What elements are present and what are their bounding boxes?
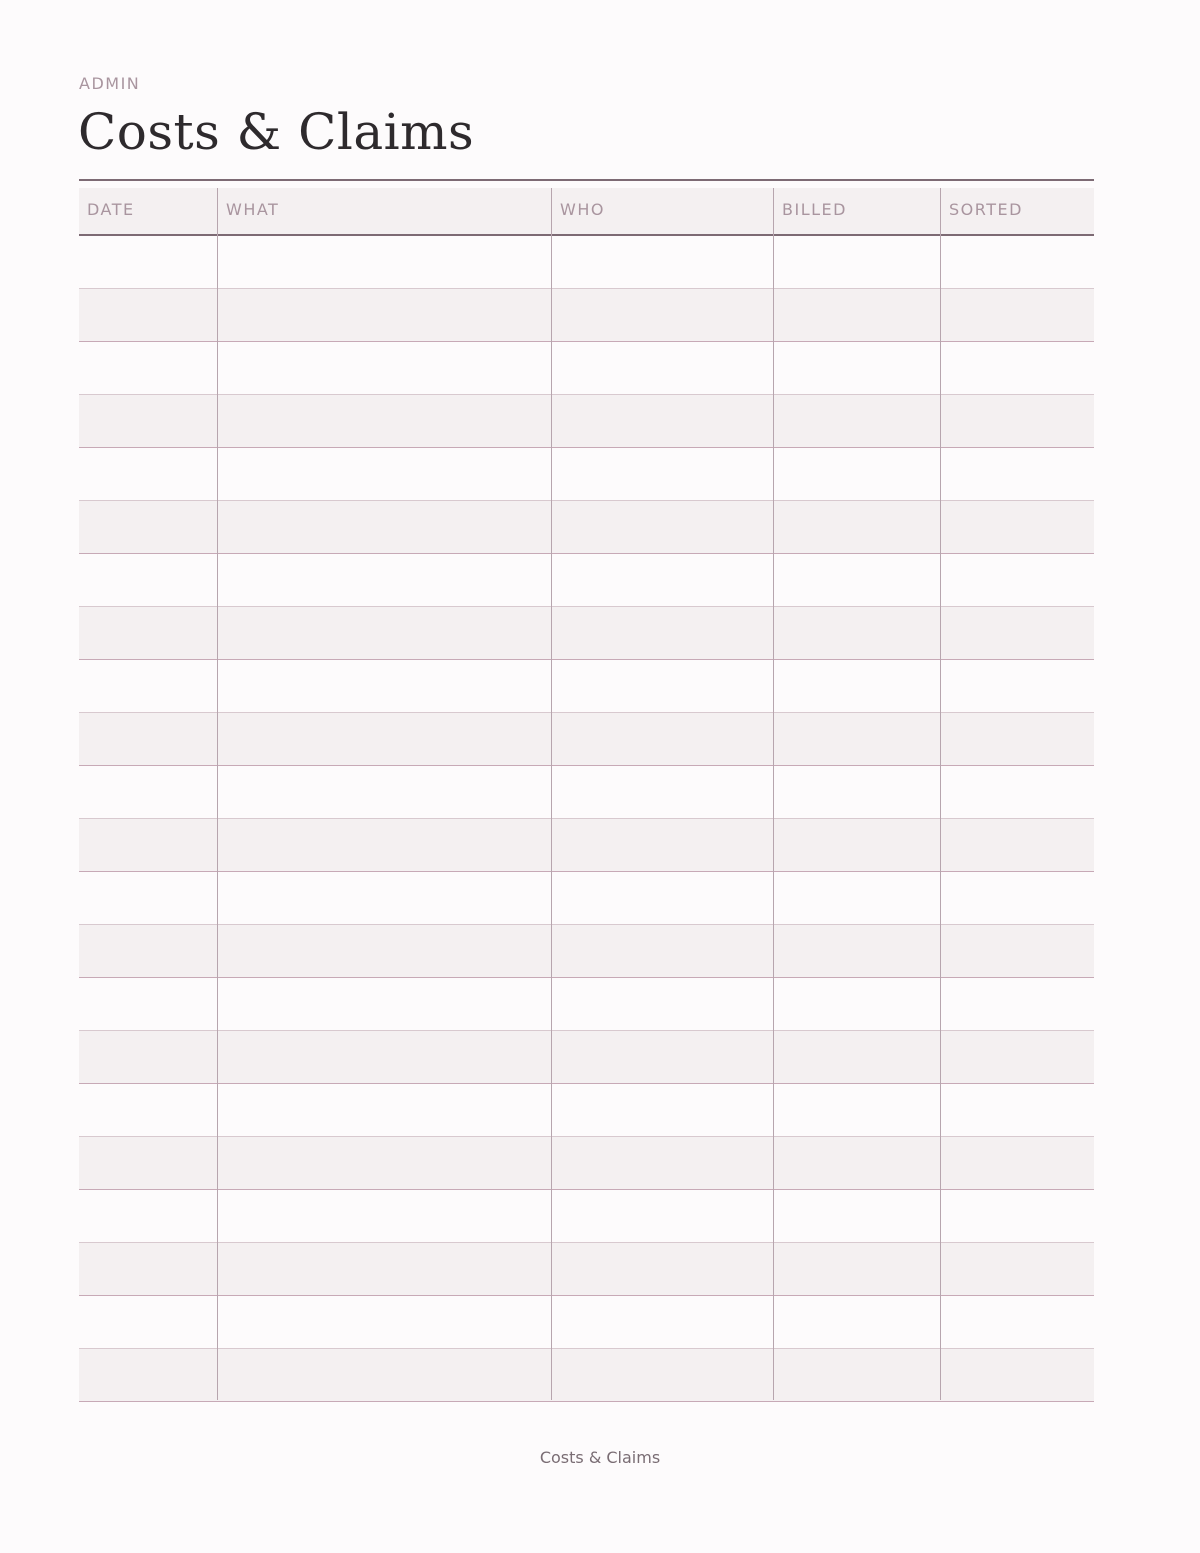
- table-row[interactable]: [79, 607, 1094, 660]
- section-label: ADMIN: [79, 74, 141, 93]
- table-row[interactable]: [79, 395, 1094, 448]
- column-divider-who: [773, 188, 774, 1400]
- table-row[interactable]: [79, 501, 1094, 554]
- table-row[interactable]: [79, 1031, 1094, 1084]
- column-header-billed: BILLED: [782, 200, 847, 219]
- table-row[interactable]: [79, 1243, 1094, 1296]
- table-row[interactable]: [79, 342, 1094, 395]
- table-row[interactable]: [79, 978, 1094, 1031]
- table-row[interactable]: [79, 1190, 1094, 1243]
- table-row[interactable]: [79, 289, 1094, 342]
- column-header-what: WHAT: [226, 200, 280, 219]
- table-row[interactable]: [79, 819, 1094, 872]
- column-header-sorted: SORTED: [949, 200, 1023, 219]
- table-header: [79, 188, 1094, 236]
- table-row[interactable]: [79, 660, 1094, 713]
- table-row[interactable]: [79, 872, 1094, 925]
- column-divider-what: [551, 188, 552, 1400]
- table-row[interactable]: [79, 1137, 1094, 1190]
- table-body: [79, 236, 1094, 1402]
- table-row[interactable]: [79, 766, 1094, 819]
- column-header-date: DATE: [87, 200, 135, 219]
- table-row[interactable]: [79, 1349, 1094, 1402]
- table-row[interactable]: [79, 1084, 1094, 1137]
- table-row[interactable]: [79, 713, 1094, 766]
- table-row[interactable]: [79, 554, 1094, 607]
- page-title: Costs & Claims: [78, 103, 475, 161]
- column-divider-billed: [940, 188, 941, 1400]
- footer-text: Costs & Claims: [539, 1448, 661, 1467]
- column-header-who: WHO: [560, 200, 605, 219]
- table-row[interactable]: [79, 1296, 1094, 1349]
- title-divider: [79, 179, 1094, 181]
- table-row[interactable]: [79, 925, 1094, 978]
- column-divider-date: [217, 188, 218, 1400]
- table-row[interactable]: [79, 448, 1094, 501]
- table-row[interactable]: [79, 236, 1094, 289]
